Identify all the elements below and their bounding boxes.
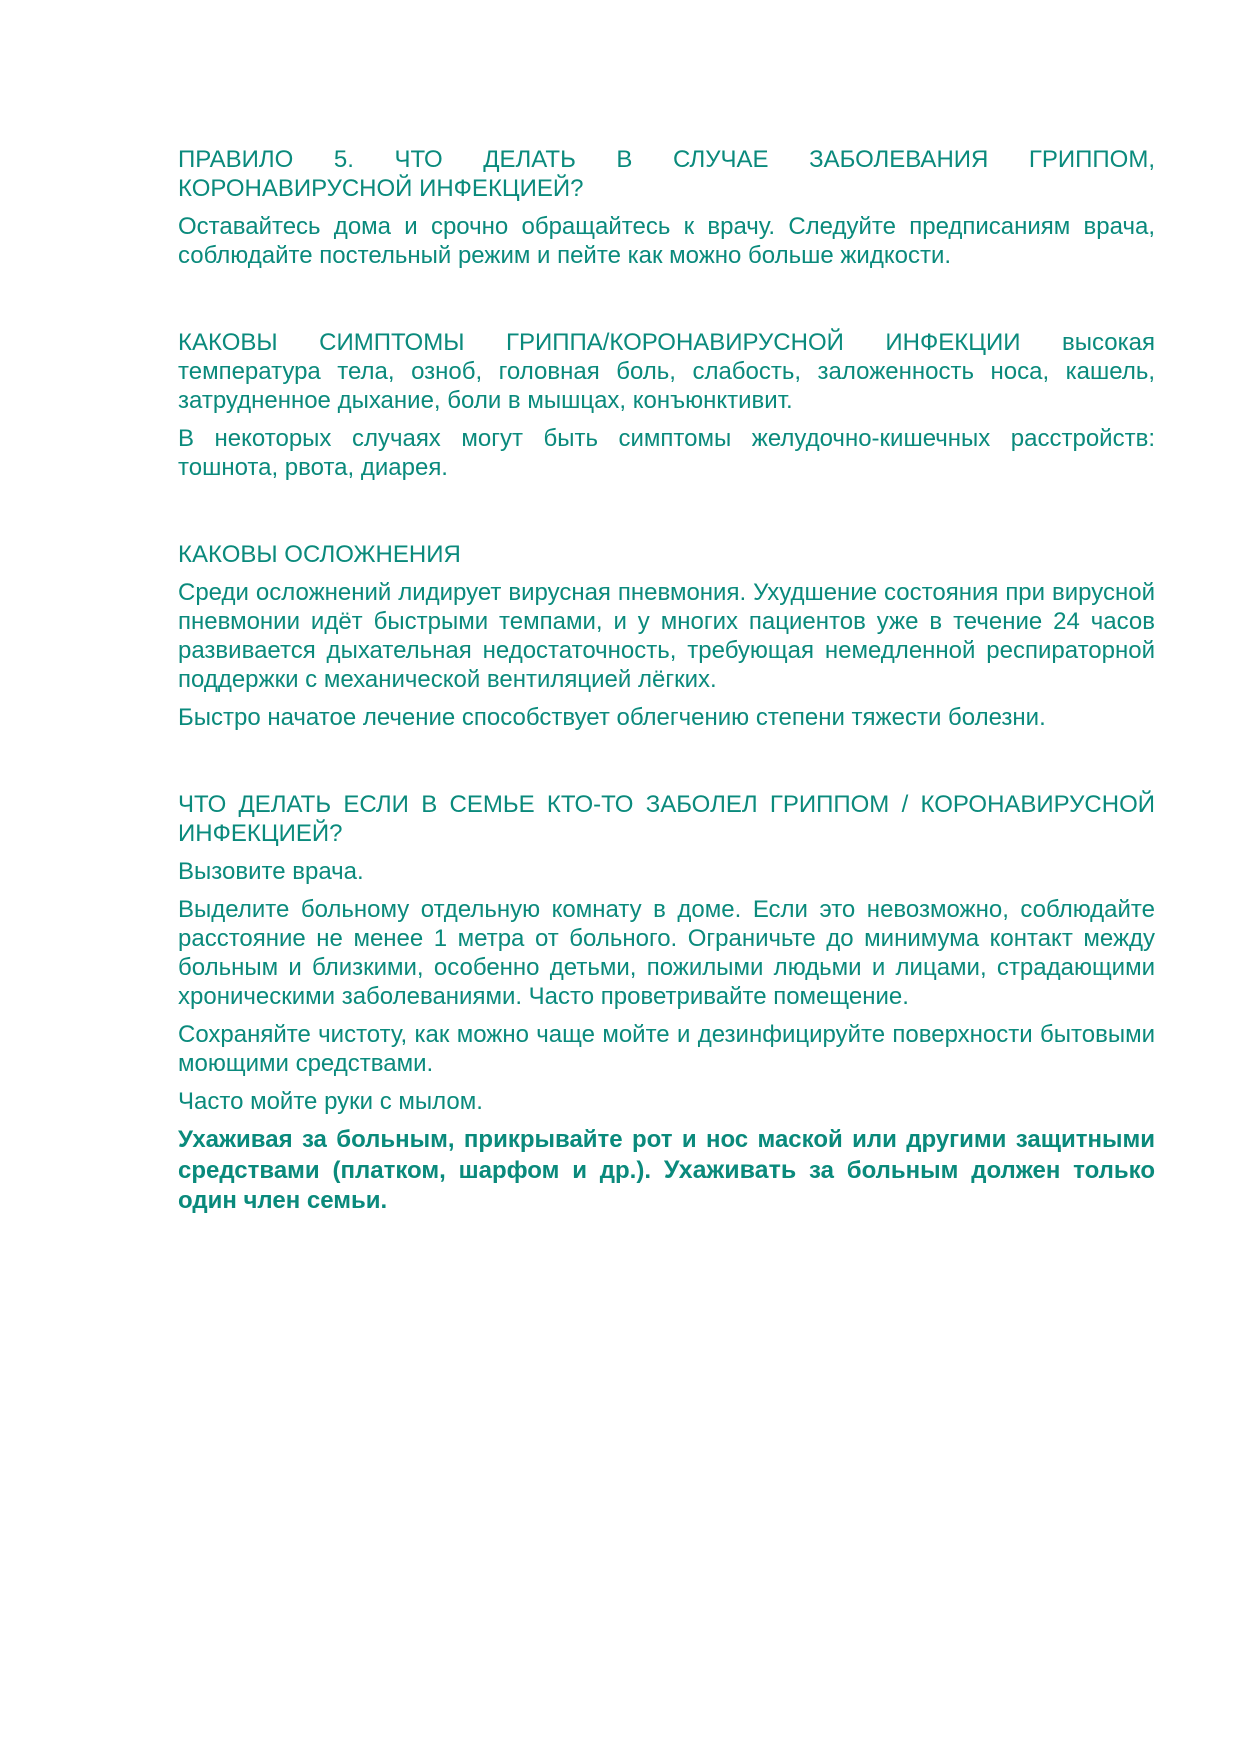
call-doctor-paragraph: Вызовите врача. bbox=[178, 858, 364, 885]
wash-hands-paragraph: Часто мойте руки с мылом. bbox=[178, 1088, 483, 1115]
isolate-paragraph: Выделите больному отдельную комнату в доме. Если это невозможно, соблюдайте расстояние не менее 1 метра от больного. Ограничьте до минимума контакт между больным и близкими, особенно детьми, пожилыми людьми и лицами, страдающими хроническими заболеваниями. Часто проветривайте помещение. bbox=[178, 896, 1155, 1010]
complications-body: Среди осложнений лидирует вирусная пневмония. Ухудшение состояния при вирусной пневмонии идёт быстрыми темпами, и у многих пациентов уже в течение 24 часов развивается дыхательная недостаточность, требующая немедленной респираторной поддержки с механической вентиляцией лёгких. bbox=[178, 579, 1155, 693]
clean-paragraph: Сохраняйте чистоту, как можно чаще мойте и дезинфицируйте поверхности бытовыми моющими средствами. bbox=[178, 1021, 1155, 1077]
rule5-body: Оставайтесь дома и срочно обращайтесь к врачу. Следуйте предписаниям врача, соблюдайте постельный режим и пейте как можно больше жидкости. bbox=[178, 213, 1155, 269]
document-body bbox=[178, 145, 1155, 1225]
caregiver-emphasis: Ухаживать bbox=[663, 1156, 797, 1184]
caregiver-rest: за больным должен только один член семьи. bbox=[178, 1157, 1155, 1214]
symptoms-heading: КАКОВЫ СИМПТОМЫ ГРИППА/КОРОНАВИРУСНОЙ ИНФЕКЦИИ bbox=[178, 329, 1021, 356]
treatment-paragraph: Быстро начатое лечение способствует облегчению степени тяжести болезни. bbox=[178, 704, 1046, 731]
symptoms-list: высокая температура тела, озноб, головная боль, слабость, заложенность носа, кашель, затрудненное дыхание, боли в мышцах, конъюнктивит. bbox=[178, 329, 1155, 414]
mask-advice: Ухаживая за больным, прикрывайте рот и нос маской или другими защитными средствами (платком, шарфом и др.). bbox=[178, 1126, 1155, 1184]
caregiver-paragraph bbox=[178, 1125, 1155, 1216]
symptoms-paragraph bbox=[178, 328, 1155, 415]
family-heading: ЧТО ДЕЛАТЬ ЕСЛИ В СЕМЬЕ КТО-ТО ЗАБОЛЕЛ ГРИППОМ / КОРОНАВИРУСНОЙ ИНФЕКЦИЕЙ? bbox=[178, 791, 1155, 847]
gi-symptoms-paragraph: В некоторых случаях могут быть симптомы желудочно-кишечных расстройств: тошнота, рвота, диарея. bbox=[178, 425, 1155, 481]
complications-heading: КАКОВЫ ОСЛОЖНЕНИЯ bbox=[178, 541, 461, 568]
rule5-heading: ПРАВИЛО 5. ЧТО ДЕЛАТЬ В СЛУЧАЕ ЗАБОЛЕВАНИЯ ГРИППОМ, КОРОНАВИРУСНОЙ ИНФЕКЦИЕЙ? bbox=[178, 146, 1155, 202]
